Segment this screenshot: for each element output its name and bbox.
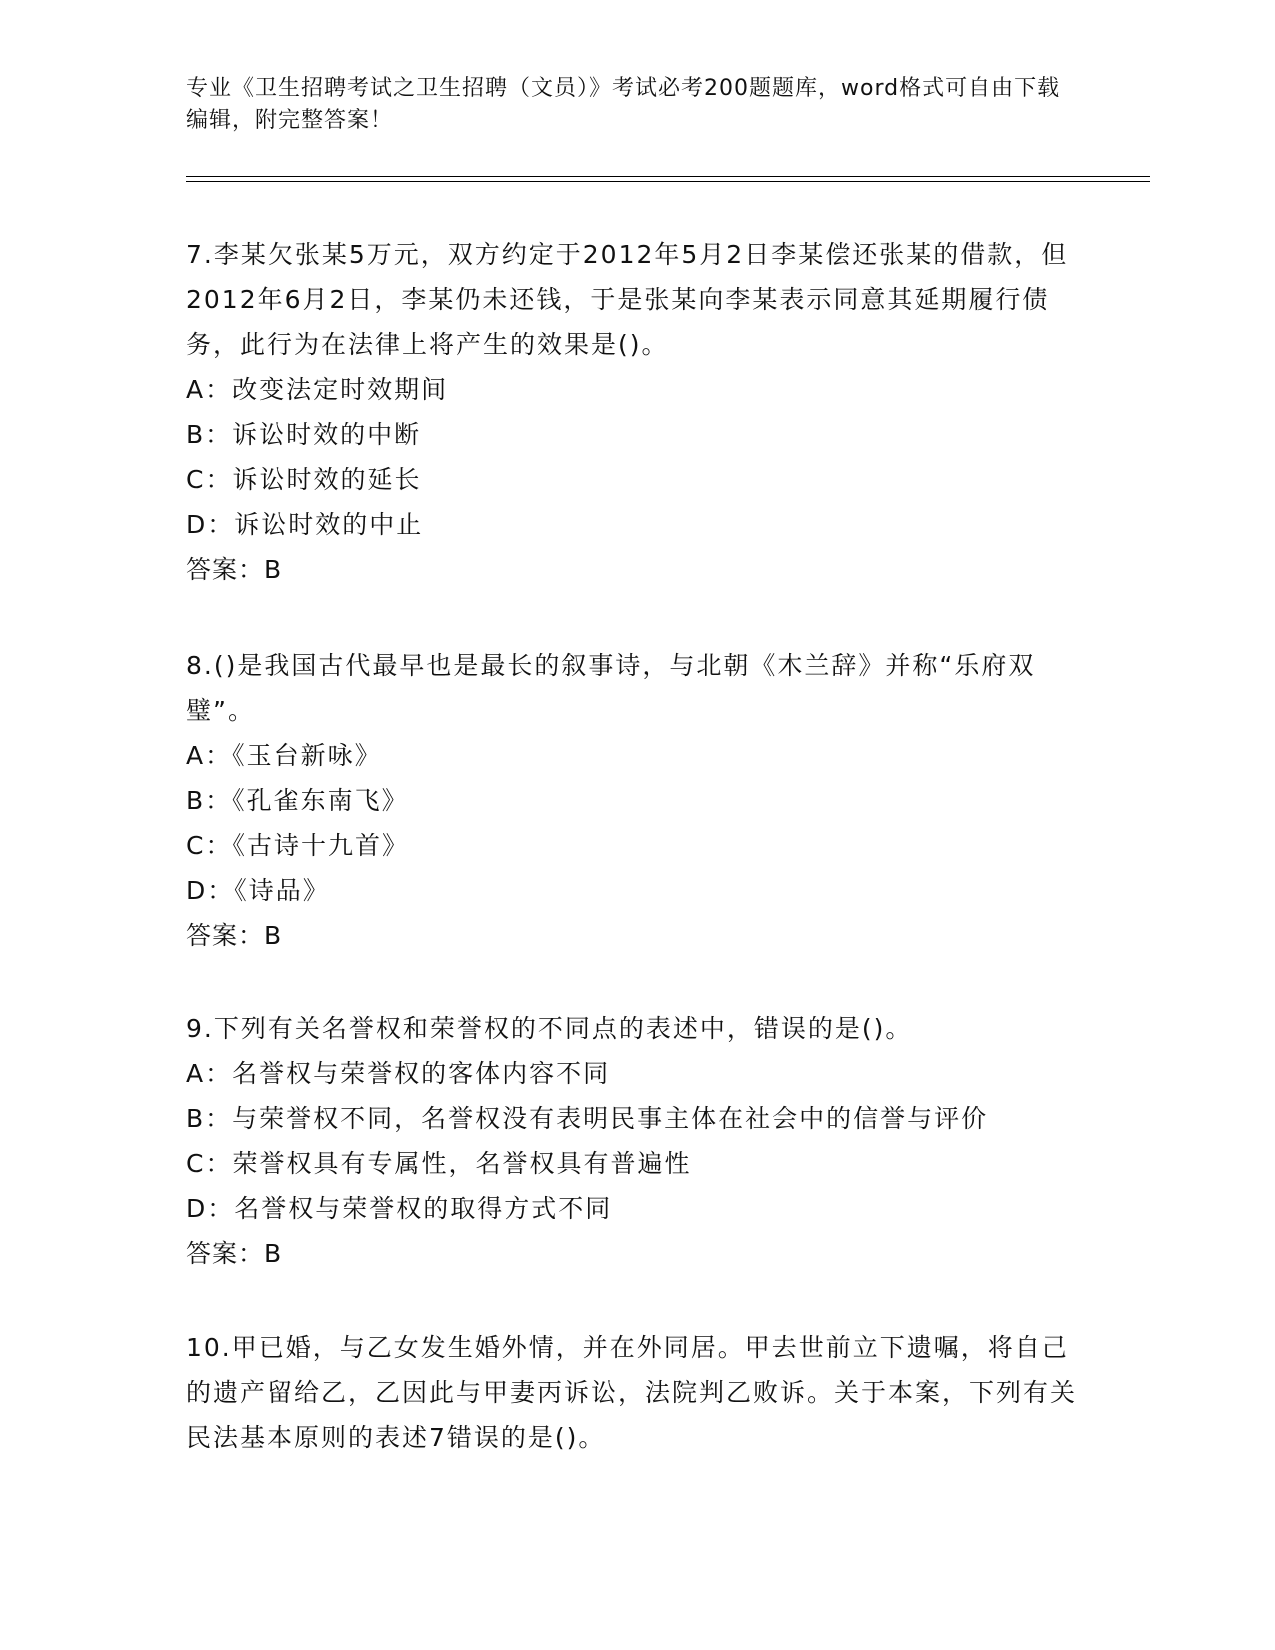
option-d: D：诉讼时效的中止 — [186, 510, 424, 539]
option-a: A：《玉台新咏》 — [186, 741, 382, 770]
answer: 答案：B — [186, 1239, 283, 1268]
answer: 答案：B — [186, 555, 283, 584]
question-8 — [186, 643, 1086, 958]
option-b: B：诉讼时效的中断 — [186, 420, 422, 449]
option-c: C：荣誉权具有专属性，名誉权具有普遍性 — [186, 1149, 692, 1178]
question-stem: 8.()是我国古代最早也是最长的叙事诗，与北朝《木兰辞》并称“乐府双璧”。 — [186, 651, 1036, 725]
document-header: 专业《卫生招聘考试之卫生招聘（文员）》考试必考200题题库，word格式可自由下载编辑，附完整答案！ — [186, 76, 1061, 133]
option-d: D：《诗品》 — [186, 876, 330, 905]
option-b: B：《孔雀东南飞》 — [186, 786, 409, 815]
question-stem: 10.甲已婚，与乙女发生婚外情，并在外同居。甲去世前立下遗嘱，将自己的遗产留给乙，乙因此与甲妻丙诉讼，法院判乙败诉。关于本案，下列有关民法基本原则的表述7错误的是()。 — [186, 1333, 1078, 1452]
question-stem: 9.下列有关名誉权和荣誉权的不同点的表述中，错误的是()。 — [186, 1014, 913, 1043]
question-10 — [186, 1325, 1086, 1460]
question-7 — [186, 232, 1086, 592]
question-9 — [186, 1006, 1086, 1276]
header-divider-bottom — [186, 181, 1150, 182]
option-a: A：改变法定时效期间 — [186, 375, 449, 404]
header-divider-top — [186, 176, 1150, 177]
answer: 答案：B — [186, 921, 283, 950]
option-a: A：名誉权与荣誉权的客体内容不同 — [186, 1059, 611, 1088]
question-stem: 7.李某欠张某5万元，双方约定于2012年5月2日李某偿还张某的借款，但2012年6月2日，李某仍未还钱，于是张某向李某表示同意其延期履行债务，此行为在法律上将产生的效果是()。 — [186, 240, 1069, 359]
option-c: C：《古诗十九首》 — [186, 831, 409, 860]
option-b: B：与荣誉权不同，名誉权没有表明民事主体在社会中的信誉与评价 — [186, 1104, 989, 1133]
option-d: D：名誉权与荣誉权的取得方式不同 — [186, 1194, 613, 1223]
option-c: C：诉讼时效的延长 — [186, 465, 422, 494]
